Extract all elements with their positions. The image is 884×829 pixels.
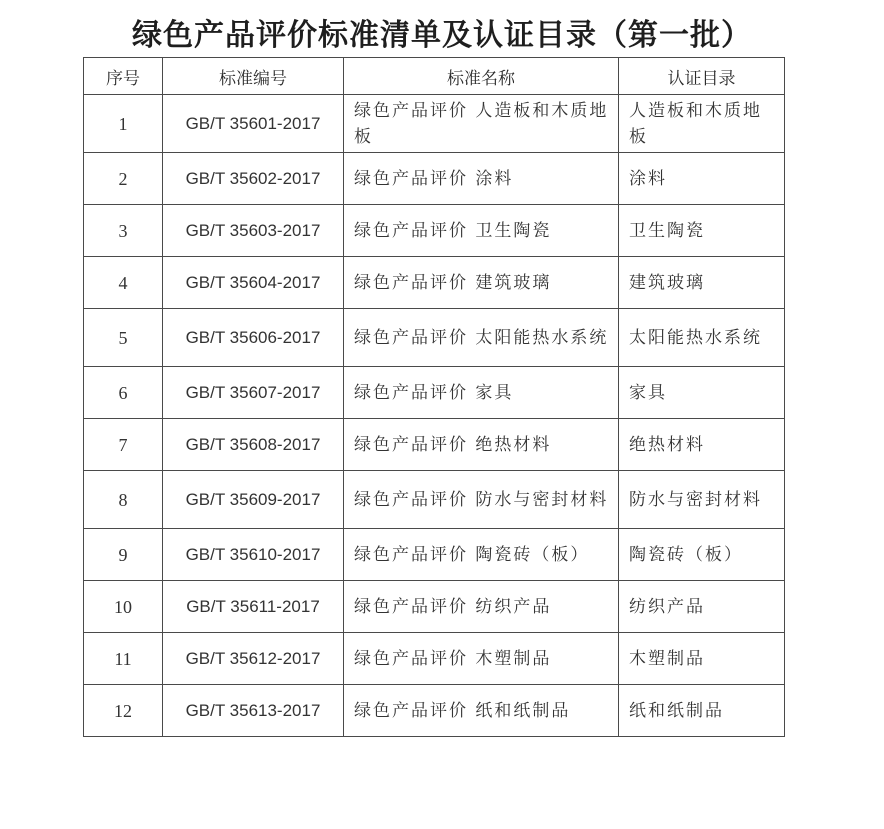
table-row — [84, 581, 785, 633]
cell-cert: 木塑制品 — [619, 633, 785, 685]
cell-code: GB/T 35607-2017 — [163, 367, 344, 419]
cell-seq: 3 — [84, 205, 163, 257]
standards-table — [83, 57, 785, 737]
cell-name: 绿色产品评价 木塑制品 — [344, 633, 619, 685]
cell-cert: 防水与密封材料 — [619, 471, 785, 529]
cell-name: 绿色产品评价 家具 — [344, 367, 619, 419]
cell-cert: 人造板和木质地板 — [619, 95, 785, 153]
cell-seq: 5 — [84, 309, 163, 367]
table-row — [84, 367, 785, 419]
cell-code: GB/T 35606-2017 — [163, 309, 344, 367]
cell-code: GB/T 35611-2017 — [163, 581, 344, 633]
cell-code: GB/T 35601-2017 — [163, 95, 344, 153]
header-cert: 认证目录 — [619, 58, 785, 95]
table-row — [84, 153, 785, 205]
cell-name: 绿色产品评价 陶瓷砖（板） — [344, 529, 619, 581]
cell-name: 绿色产品评价 纺织产品 — [344, 581, 619, 633]
page-title: 绿色产品评价标准清单及认证目录（第一批） — [132, 18, 752, 53]
cell-seq: 6 — [84, 367, 163, 419]
table-row — [84, 309, 785, 367]
cell-cert: 绝热材料 — [619, 419, 785, 471]
cell-name: 绿色产品评价 卫生陶瓷 — [344, 205, 619, 257]
cell-seq: 11 — [84, 633, 163, 685]
cell-cert: 家具 — [619, 367, 785, 419]
cell-seq: 2 — [84, 153, 163, 205]
table-row — [84, 685, 785, 737]
table-row — [84, 471, 785, 529]
cell-code: GB/T 35609-2017 — [163, 471, 344, 529]
cell-seq: 8 — [84, 471, 163, 529]
cell-cert: 卫生陶瓷 — [619, 205, 785, 257]
table-row — [84, 257, 785, 309]
cell-code: GB/T 35610-2017 — [163, 529, 344, 581]
cell-name: 绿色产品评价 建筑玻璃 — [344, 257, 619, 309]
cell-seq: 9 — [84, 529, 163, 581]
cell-cert: 陶瓷砖（板） — [619, 529, 785, 581]
cell-name: 绿色产品评价 防水与密封材料 — [344, 471, 619, 529]
cell-cert: 纸和纸制品 — [619, 685, 785, 737]
cell-cert: 建筑玻璃 — [619, 257, 785, 309]
table-header-row — [84, 58, 785, 95]
cell-cert: 涂料 — [619, 153, 785, 205]
cell-code: GB/T 35604-2017 — [163, 257, 344, 309]
cell-seq: 1 — [84, 95, 163, 153]
cell-name: 绿色产品评价 纸和纸制品 — [344, 685, 619, 737]
header-seq: 序号 — [84, 58, 163, 95]
cell-code: GB/T 35613-2017 — [163, 685, 344, 737]
cell-seq: 12 — [84, 685, 163, 737]
table-row — [84, 529, 785, 581]
cell-name: 绿色产品评价 绝热材料 — [344, 419, 619, 471]
header-name: 标准名称 — [344, 58, 619, 95]
cell-cert: 纺织产品 — [619, 581, 785, 633]
cell-code: GB/T 35603-2017 — [163, 205, 344, 257]
header-code: 标准编号 — [163, 58, 344, 95]
table-row — [84, 205, 785, 257]
cell-code: GB/T 35612-2017 — [163, 633, 344, 685]
table-row — [84, 633, 785, 685]
table-row — [84, 419, 785, 471]
cell-code: GB/T 35608-2017 — [163, 419, 344, 471]
cell-seq: 4 — [84, 257, 163, 309]
cell-code: GB/T 35602-2017 — [163, 153, 344, 205]
cell-seq: 7 — [84, 419, 163, 471]
cell-cert: 太阳能热水系统 — [619, 309, 785, 367]
cell-name: 绿色产品评价 太阳能热水系统 — [344, 309, 619, 367]
cell-name: 绿色产品评价 人造板和木质地板 — [344, 95, 619, 153]
cell-seq: 10 — [84, 581, 163, 633]
table-row — [84, 95, 785, 153]
cell-name: 绿色产品评价 涂料 — [344, 153, 619, 205]
